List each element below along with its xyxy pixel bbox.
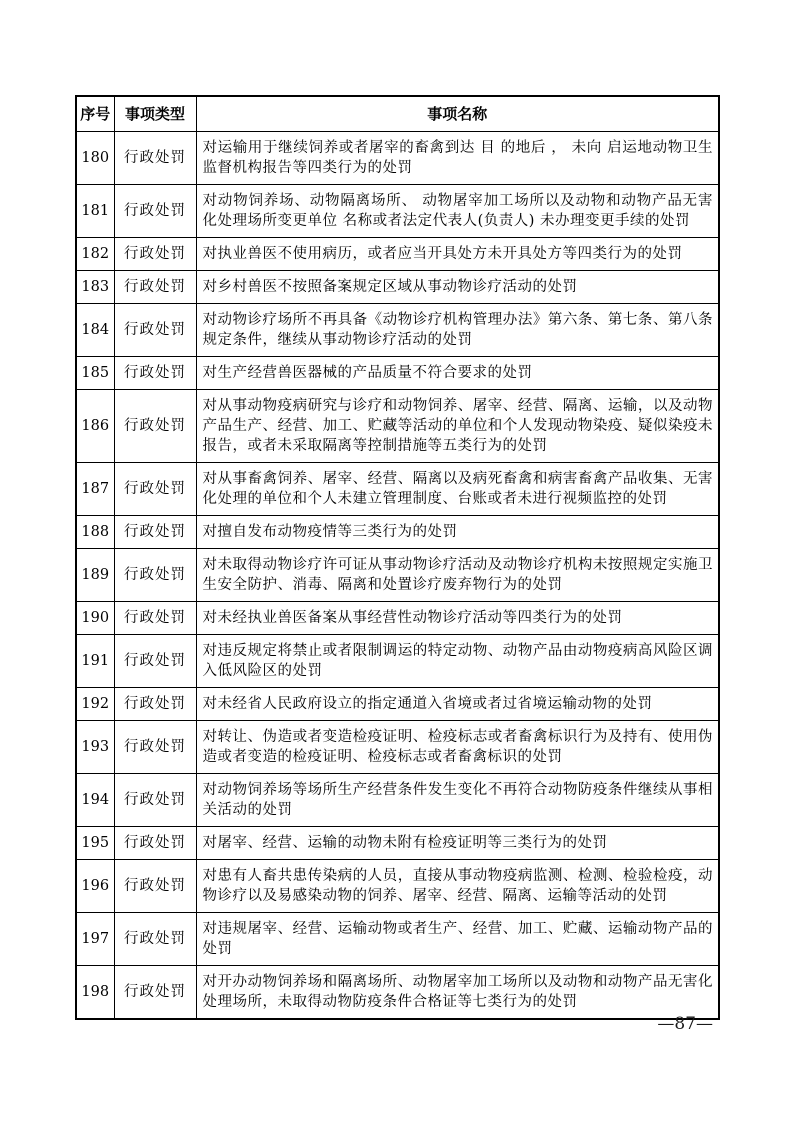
item-type-cell: 行政处罚 [114, 966, 196, 1020]
row-number-cell: 187 [76, 463, 114, 516]
row-number-cell: 191 [76, 635, 114, 688]
row-number-cell: 189 [76, 549, 114, 602]
row-number-cell: 190 [76, 602, 114, 635]
item-type-cell: 行政处罚 [114, 635, 196, 688]
item-type-cell: 行政处罚 [114, 304, 196, 357]
table-row [76, 516, 719, 549]
item-name-cell: 对执业兽医不使用病历，或者应当开具处方未开具处方等四类行为的处罚 [196, 238, 719, 271]
table-row [76, 185, 719, 238]
row-number-cell: 195 [76, 827, 114, 860]
item-name-cell: 对未经执业兽医备案从事经营性动物诊疗活动等四类行为的处罚 [196, 602, 719, 635]
item-type-cell: 行政处罚 [114, 238, 196, 271]
item-type-cell: 行政处罚 [114, 390, 196, 463]
row-number-cell: 196 [76, 860, 114, 913]
item-name-cell: 对未经省人民政府设立的指定通道入省境或者过省境运输动物的处罚 [196, 688, 719, 721]
item-type-cell: 行政处罚 [114, 516, 196, 549]
item-type-cell: 行政处罚 [114, 688, 196, 721]
table-row [76, 721, 719, 774]
row-number-cell: 186 [76, 390, 114, 463]
item-name-cell: 对运输用于继续饲养或者屠宰的畜禽到达 目 的地后 ， 未向 启运地动物卫生监督机构报告等四类行为的处罚 [196, 132, 719, 185]
item-type-cell: 行政处罚 [114, 271, 196, 304]
row-number-cell: 185 [76, 357, 114, 390]
table-row [76, 463, 719, 516]
table-row [76, 688, 719, 721]
table-row [76, 238, 719, 271]
row-number-cell: 188 [76, 516, 114, 549]
item-name-cell: 对动物诊疗场所不再具备《动物诊疗机构管理办法》第六条、第七条、第八条规定条件，继续从事动物诊疗活动的处罚 [196, 304, 719, 357]
header-seq-number: 序号 [76, 96, 114, 132]
item-type-cell: 行政处罚 [114, 774, 196, 827]
table-row [76, 966, 719, 1020]
row-number-cell: 193 [76, 721, 114, 774]
row-number-cell: 184 [76, 304, 114, 357]
table-row [76, 860, 719, 913]
item-name-cell: 对乡村兽医不按照备案规定区域从事动物诊疗活动的处罚 [196, 271, 719, 304]
item-name-cell: 对转让、伪造或者变造检疫证明、检疫标志或者畜禽标识行为及持有、使用伪造或者变造的检疫证明、检疫标志或者畜禽标识的处罚 [196, 721, 719, 774]
table-row [76, 390, 719, 463]
row-number-cell: 194 [76, 774, 114, 827]
item-type-cell: 行政处罚 [114, 602, 196, 635]
item-type-cell: 行政处罚 [114, 463, 196, 516]
item-name-cell: 对从事动物疫病研究与诊疗和动物饲养、屠宰、经营、隔离、运输，以及动物产品生产、经营、加工、贮藏等活动的单位和个人发现动物染疫、疑似染疫未报告，或者未采取隔离等控制措施等五类行为的处罚 [196, 390, 719, 463]
item-name-cell: 对生产经营兽医器械的产品质量不符合要求的处罚 [196, 357, 719, 390]
table-row [76, 827, 719, 860]
table-row [76, 549, 719, 602]
item-name-cell: 对违规屠宰、经营、运输动物或者生产、经营、加工、贮藏、运输动物产品的处罚 [196, 913, 719, 966]
item-name-cell: 对动物饲养场等场所生产经营条件发生变化不再符合动物防疫条件继续从事相关活动的处罚 [196, 774, 719, 827]
row-number-cell: 183 [76, 271, 114, 304]
table-row [76, 602, 719, 635]
row-number-cell: 181 [76, 185, 114, 238]
item-name-cell: 对未取得动物诊疗许可证从事动物诊疗活动及动物诊疗机构未按照规定实施卫生安全防护、消毒、隔离和处置诊疗废弃物行为的处罚 [196, 549, 719, 602]
page-number: —87— [657, 1014, 713, 1034]
row-number-cell: 197 [76, 913, 114, 966]
item-name-cell: 对患有人畜共患传染病的人员，直接从事动物疫病监测、检测、检验检疫，动物诊疗以及易感染动物的饲养、屠宰、经营、隔离、运输等活动的处罚 [196, 860, 719, 913]
item-name-cell: 对擅自发布动物疫情等三类行为的处罚 [196, 516, 719, 549]
table-row [76, 774, 719, 827]
item-type-cell: 行政处罚 [114, 357, 196, 390]
item-type-cell: 行政处罚 [114, 913, 196, 966]
table-row [76, 913, 719, 966]
item-type-cell: 行政处罚 [114, 132, 196, 185]
item-type-cell: 行政处罚 [114, 827, 196, 860]
item-name-cell: 对违反规定将禁止或者限制调运的特定动物、动物产品由动物疫病高风险区调入低风险区的处罚 [196, 635, 719, 688]
table-row [76, 271, 719, 304]
item-name-cell: 对屠宰、经营、运输的动物未附有检疫证明等三类行为的处罚 [196, 827, 719, 860]
table-body [76, 132, 719, 1020]
row-number-cell: 182 [76, 238, 114, 271]
table-row [76, 357, 719, 390]
item-type-cell: 行政处罚 [114, 549, 196, 602]
table-header-row [76, 96, 719, 132]
item-type-cell: 行政处罚 [114, 860, 196, 913]
row-number-cell: 198 [76, 966, 114, 1020]
table-row [76, 304, 719, 357]
header-item-name: 事项名称 [196, 96, 719, 132]
table-row [76, 635, 719, 688]
penalty-items-table [75, 95, 720, 1020]
item-name-cell: 对从事畜禽饲养、屠宰、经营、隔离以及病死畜禽和病害畜禽产品收集、无害化处理的单位和个人未建立管理制度、台账或者未进行视频监控的处罚 [196, 463, 719, 516]
item-name-cell: 对开办动物饲养场和隔离场所、动物屠宰加工场所以及动物和动物产品无害化处理场所，未取得动物防疫条件合格证等七类行为的处罚 [196, 966, 719, 1020]
item-type-cell: 行政处罚 [114, 721, 196, 774]
item-name-cell: 对动物饲养场、动物隔离场所、 动物屠宰加工场所以及动物和动物产品无害化处理场所变更单位 名称或者法定代表人(负责人) 未办理变更手续的处罚 [196, 185, 719, 238]
item-type-cell: 行政处罚 [114, 185, 196, 238]
row-number-cell: 192 [76, 688, 114, 721]
row-number-cell: 180 [76, 132, 114, 185]
table-row [76, 132, 719, 185]
header-item-type: 事项类型 [114, 96, 196, 132]
